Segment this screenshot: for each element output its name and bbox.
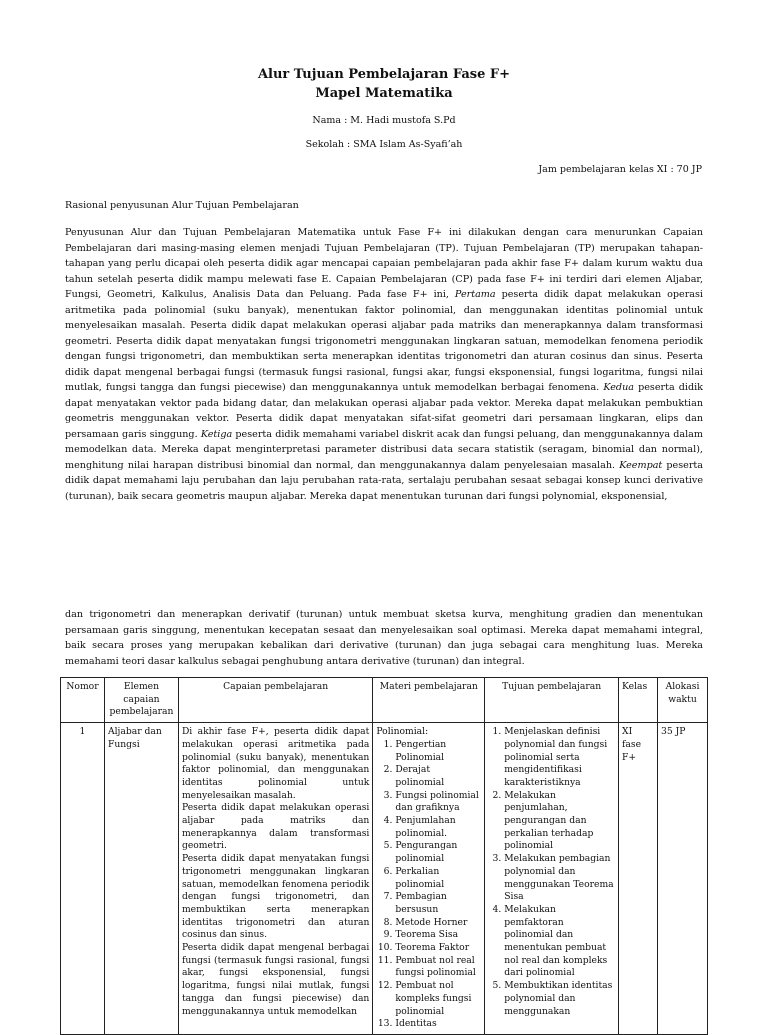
- lesson-hours: Jam pembelajaran kelas XI : 70 JP: [538, 164, 702, 175]
- header-capaian: Capaian pembelajaran: [178, 678, 372, 723]
- list-item: 13. Identitas: [395, 1018, 481, 1031]
- table-row: [61, 723, 708, 1035]
- list-item: 1. Pengertian Polinomial: [395, 739, 481, 764]
- cell-materi: [373, 723, 485, 1035]
- list-item: 7. Pembagian bersusun: [395, 891, 481, 916]
- capaian-text: Peserta didik dapat melakukan operasi aljabar pada matriks dan menerapkannya dalam transformasi geometri.: [181, 802, 370, 852]
- header-materi: Materi pembelajaran: [373, 678, 485, 723]
- header-nomor: Nomor: [61, 678, 105, 723]
- list-item: 3. Fungsi polinomial dan grafiknya: [395, 790, 481, 815]
- cell-tujuan: [485, 723, 619, 1035]
- list-item: 2. Melakukan penjumlahan, pengurangan dan perkalian terhadap polinomial: [504, 790, 615, 854]
- list-item: 4. Penjumlahan polinomial.: [395, 815, 481, 840]
- capaian-text: Peserta didik dapat menyatakan fungsi trigonometri menggunakan lingkaran satuan, memodelkan fenomena periodik dengan fungsi trigonometri, dan membuktikan serta menerapkan identitas trigonometri dan aturan cosinus dan sinus.: [181, 853, 370, 941]
- list-item: 9. Teorema Sisa: [395, 929, 481, 942]
- cell-capaian: [178, 723, 372, 1035]
- table-header-row: [61, 678, 708, 723]
- header-elemen: Elemen capaian pembelajaran: [104, 678, 178, 723]
- list-item: 6. Perkalian polinomial: [395, 866, 481, 891]
- cell-kelas: XI fase F+: [619, 723, 658, 1035]
- list-item: 11. Pembuat nol real fungsi polinomial: [395, 955, 481, 980]
- list-item: 4. Melakukan pemfaktoran polinomial dan menentukan pembuat nol real dan kompleks dari polinomial: [504, 904, 615, 980]
- cell-elemen: Aljabar dan Fungsi: [104, 723, 178, 1035]
- school-name: Sekolah : SMA Islam As-Syafi’ah: [305, 139, 463, 150]
- learning-objectives-table: [60, 677, 708, 1035]
- header-tujuan: Tujuan pembelajaran: [485, 678, 619, 723]
- rasional-heading: Rasional penyusunan Alur Tujuan Pembelajaran: [65, 200, 299, 211]
- list-item: 5. Pengurangan polinomial: [395, 840, 481, 865]
- continuation-paragraph: dan trigonometri dan menerapkan derivatif (turunan) untuk membuat sketsa kurva, menghitung gradien dan menentukan persamaan garis singgung, menentukan kecepatan sesaat dan menyelesaikan soal optimasi. Mereka dapat memahami integral, baik secara proses yang merupakan kebalikan dari derivative (turunan) dan juga sebagai cara menghitung luas. Mereka memahami teori dasar kalkulus sebagai penghubung antara derivative (turunan) dan integral.: [65, 609, 703, 667]
- list-item: 5. Membuktikan identitas polynomial dan menggunakan: [504, 980, 615, 1018]
- header-kelas: Kelas: [619, 678, 658, 723]
- cell-alokasi: 35 JP: [657, 723, 707, 1035]
- author-name: Nama : M. Hadi mustofa S.Pd: [312, 115, 456, 126]
- list-item: 12. Pembuat nol kompleks fungsi polinomial: [395, 980, 481, 1018]
- header-alokasi: Alokasi waktu: [657, 678, 707, 723]
- list-item: 1. Menjelaskan definisi polynomial dan fungsi polinomial serta mengidentifikasi karakteristiknya: [504, 726, 615, 790]
- list-item: 2. Derajat polinomial: [395, 764, 481, 789]
- document-subtitle: Mapel Matematika: [315, 86, 453, 101]
- capaian-text: Di akhir fase F+, peserta didik dapat melakukan operasi aritmetika pada polinomial (suku banyak), menentukan faktor polinomial, dan menggunakan identitas polinomial untuk menyelesaikan masalah.: [181, 726, 370, 801]
- list-item: 8. Metode Horner: [395, 917, 481, 930]
- materi-heading: Polinomial:: [376, 726, 429, 738]
- list-item: 10. Teorema Faktor: [395, 942, 481, 955]
- rasional-paragraph: Penyusunan Alur dan Tujuan Pembelajaran Matematika untuk Fase F+ ini dilakukan dengan cara menurunkan Capaian Pembelajaran dari masing-masing elemen menjadi Tujuan Pembelajaran (TP). Tujuan Pembelajaran (TP) merupakan tahapan-tahapan yang perlu dicapai oleh peserta didik agar mencapai capaian pembelajaran pada akhir fase F+ dalam kurum waktu dua tahun setelah peserta didik mampu melewati fase E. Capaian Pembelajaran (CP) pada fase F+ ini terdiri dari elemen Aljabar, Fungsi, Geometri, Kalkulus, Analisis Data dan Peluang. Pada fase F+ ini, Pertama peserta didik dapat melakukan operasi aritmetika pada polinomial (suku banyak), menentukan faktor polinomial, dan menggunakan identitas polinomial untuk menyelesaikan masalah. Peserta didik dapat melakukan operasi aljabar pada matriks dan menerapkannya dalam transformasi geometri. Peserta didik dapat menyatakan fungsi trigonometri menggunakan lingkaran satuan, memodelkan fenomena periodik dengan fungsi trigonometri, dan membuktikan serta menerapkan identitas trigonometri dan aturan cosinus dan sinus. Peserta didik dapat mengenal berbagai fungsi (termasuk fungsi rasional, fungsi akar, fungsi eksponensial, fungsi logaritma, fungsi nilai mutlak, fungsi tangga dan fungsi piecewise) dan menggunakannya untuk memodelkan berbagai fenomena. Kedua peserta didik dapat menyatakan vektor pada bidang datar, dan melakukan operasi aljabar pada vektor. Mereka dapat melakukan pembuktian geometris menggunakan vektor. Peserta didik dapat menyatakan sifat-sifat geometri dari persamaan lingkaran, elips dan persamaan garis singgung. Ketiga peserta didik memahami variabel diskrit acak dan fungsi peluang, dan menggunakannya dalam memodelkan data. Mereka dapat menginterpretasi parameter distribusi data secara statistik (seragam, binomial dan normal), menghitung nilai harapan distribusi binomial dan normal, dan menggunakannya dalam penyelesaian masalah. Keempat peserta didik dapat memahami laju perubahan dan laju perubahan rata-rata, sertalaju perubahan sesaat sebagai konsep kunci derivative (turunan), baik secara geometris maupun aljabar. Mereka dapat menentukan turunan dari fungsi polynomial, eksponensial,: [65, 227, 703, 502]
- cell-nomor: 1: [61, 723, 105, 1035]
- capaian-text: Peserta didik dapat mengenal berbagai fungsi (termasuk fungsi rasional, fungsi akar, fungsi eksponensial, fungsi logaritma, fungsi nilai mutlak, fungsi tangga dan fungsi piecewise) dan menggunakannya untuk memodelkan: [181, 942, 370, 1017]
- list-item: 3. Melakukan pembagian polynomial dan menggunakan Teorema Sisa: [504, 853, 615, 904]
- document-title: Alur Tujuan Pembelajaran Fase F+: [257, 67, 511, 82]
